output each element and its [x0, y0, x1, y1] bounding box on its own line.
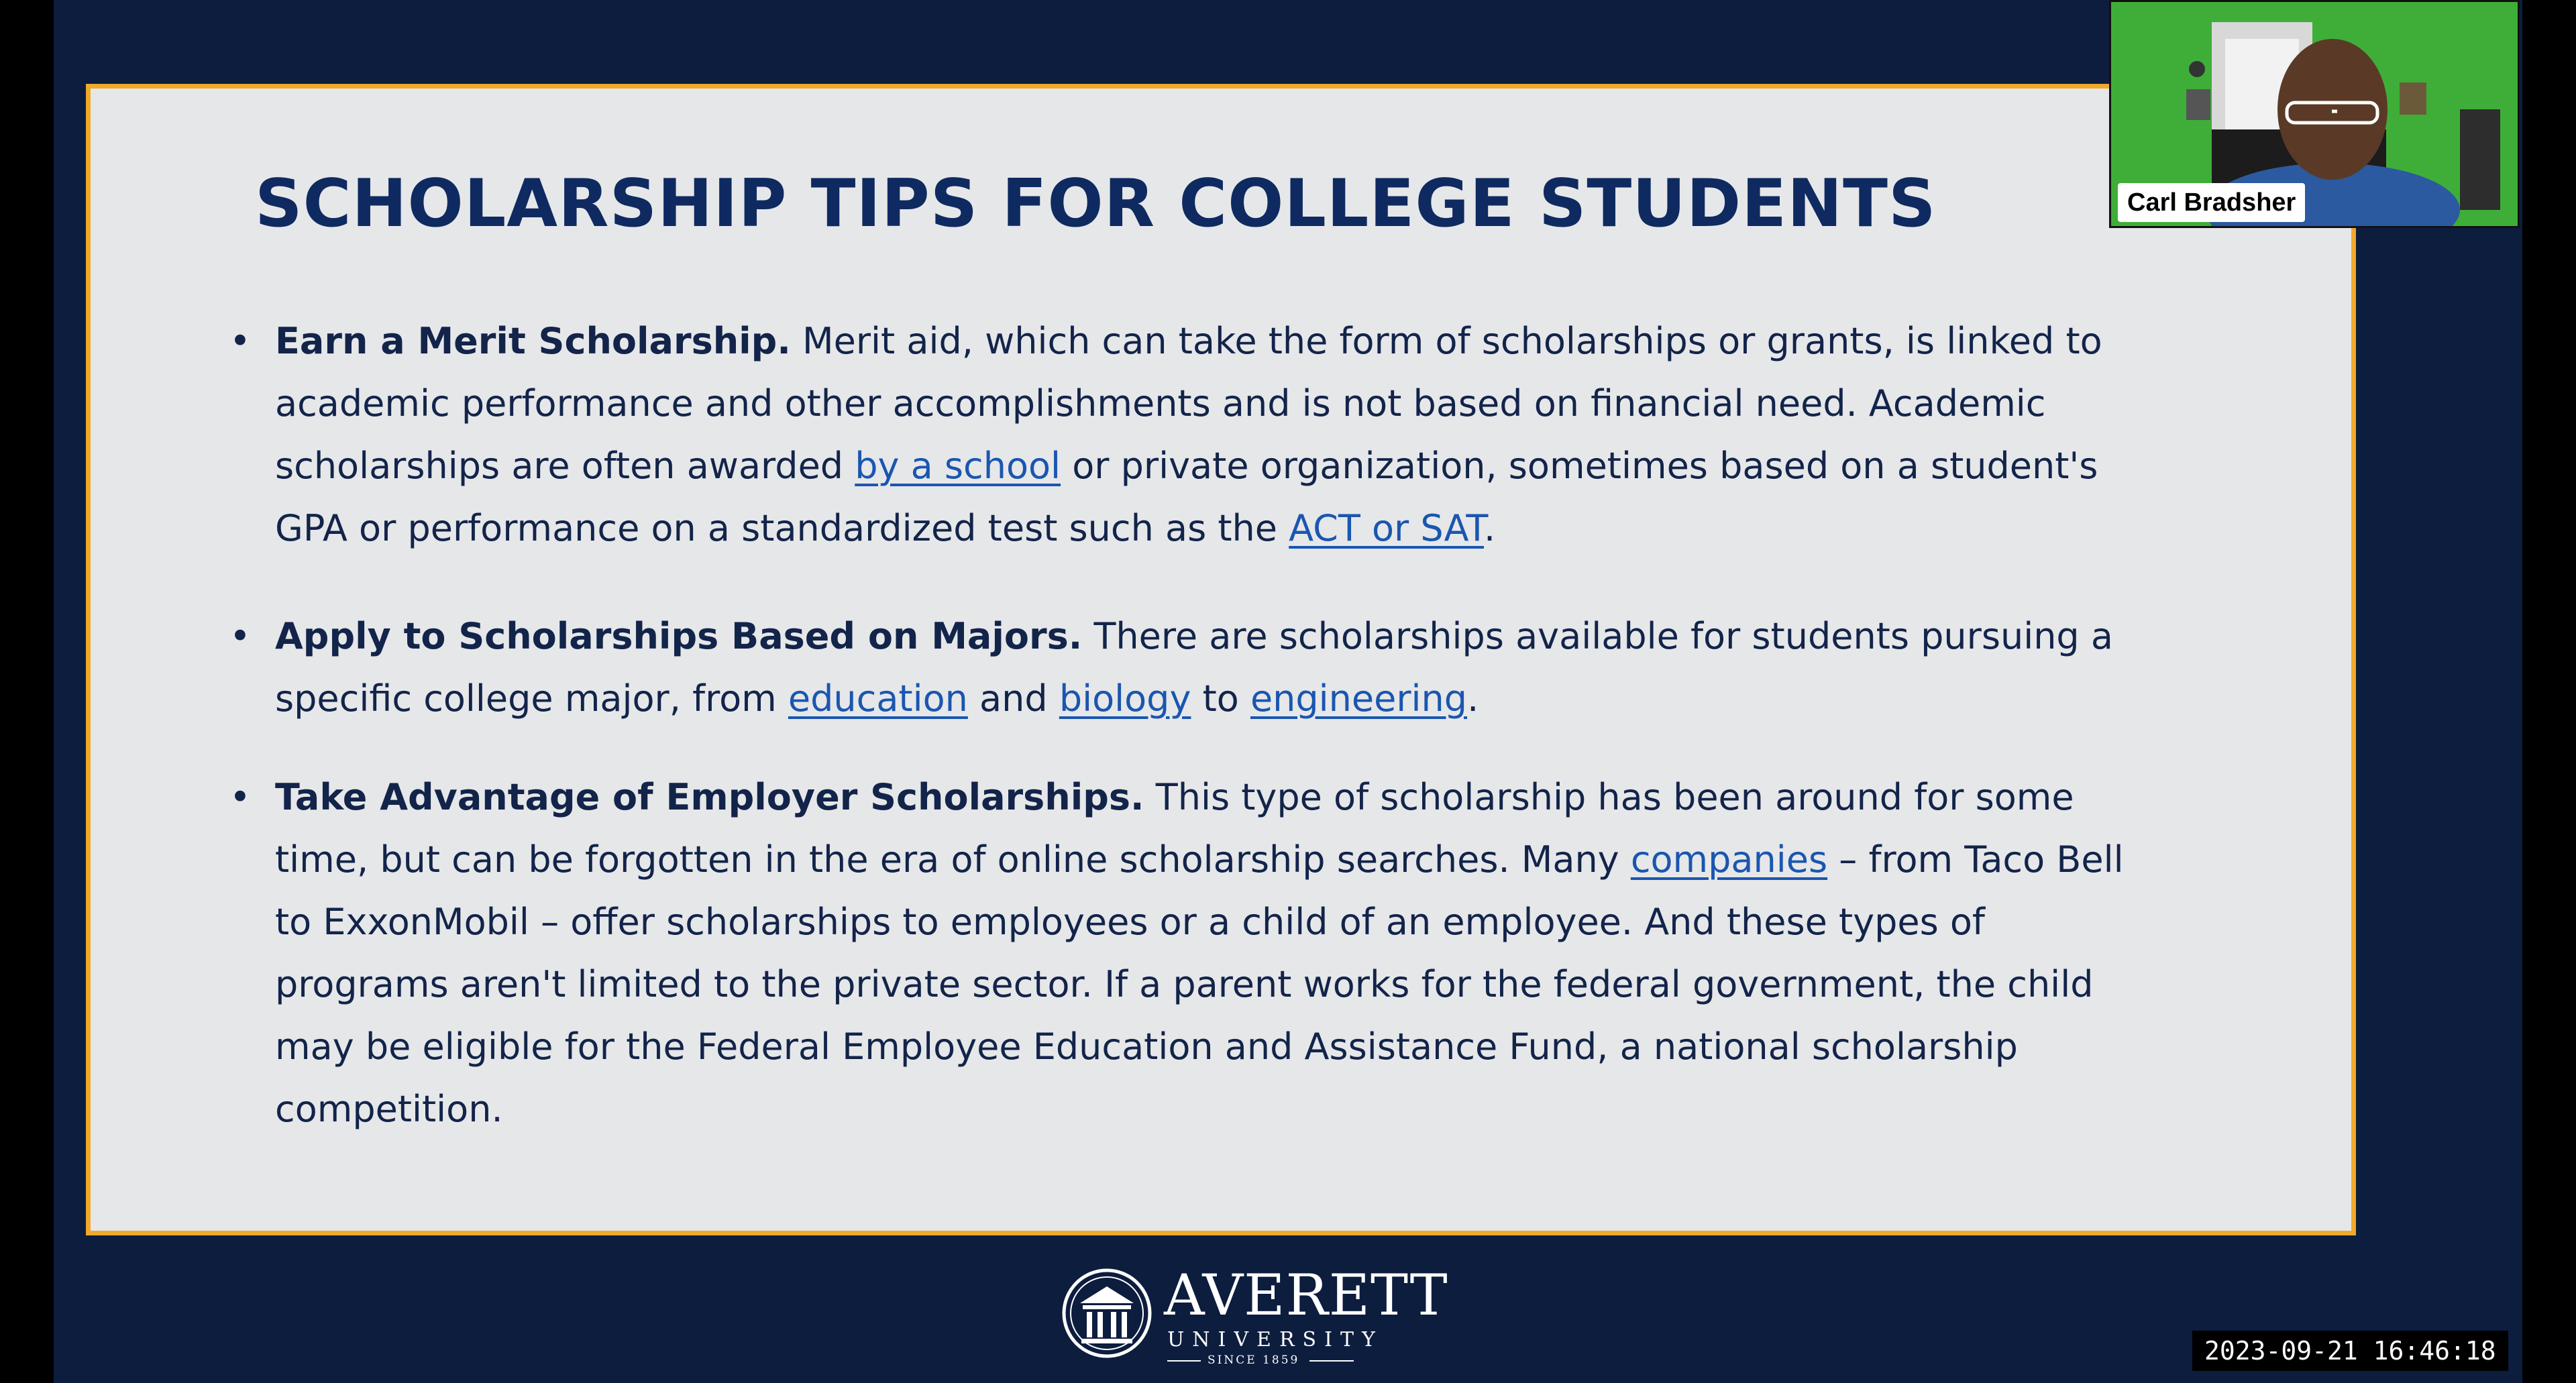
participant-video-tile[interactable] — [2109, 0, 2520, 228]
bullet-employer-scholarships — [229, 766, 2140, 1140]
bullet-lead: Earn a Merit Scholarship. — [275, 320, 791, 362]
bullet-lead: Take Advantage of Employer Scholarships. — [275, 776, 1144, 818]
participant-name-tag: Carl Bradsher — [2118, 183, 2305, 222]
bullet-merit-scholarship — [229, 310, 2140, 559]
bullet-text: or private organization, sometimes based on a student's GPA or performance on a standardized test such as the — [275, 445, 2098, 549]
slide-content-panel — [86, 84, 2356, 1235]
bullet-majors — [229, 605, 2140, 730]
logo-since: SINCE 1859 — [1208, 1353, 1300, 1367]
bullet-text: . — [1484, 507, 1496, 549]
bullet-text: and — [967, 677, 1059, 720]
bullet-lead: Apply to Scholarships Based on Majors. — [275, 615, 1083, 657]
link-act-or-sat[interactable]: ACT or SAT — [1289, 507, 1485, 549]
logo-rule — [1309, 1360, 1354, 1362]
link-companies[interactable]: companies — [1630, 838, 1828, 881]
link-by-a-school[interactable]: by a school — [855, 445, 1061, 487]
link-engineering[interactable]: engineering — [1250, 677, 1468, 720]
slide-title: SCHOLARSHIP TIPS FOR COLLEGE STUDENTS — [255, 166, 1937, 242]
averett-university-logo — [1060, 1261, 1462, 1375]
bullet-dot: • — [229, 320, 251, 362]
link-education[interactable]: education — [788, 677, 968, 720]
bullet-text: This type of scholarship has been around for some time, but can be forgotten in the era of online scholarship searches. Many — [275, 776, 2074, 881]
university-seal-icon — [1060, 1266, 1154, 1360]
letterbox-left — [0, 0, 54, 1383]
bullet-text: There are scholarships available for students pursuing a specific college major, from — [275, 615, 2113, 720]
bullet-text: . — [1467, 677, 1479, 720]
bullet-dot: • — [229, 776, 251, 818]
logo-subtitle: UNIVERSITY — [1167, 1328, 1383, 1351]
logo-name: AVERETT — [1164, 1262, 1448, 1328]
bullet-text: Merit aid, which can take the form of scholarships or grants, is linked to academic performance and other accomplishments and is not based on financial need. Academic scholarships are often awarded — [275, 320, 2102, 487]
recording-timestamp: 2023-09-21 16:46:18 — [2192, 1331, 2508, 1371]
letterbox-right — [2522, 0, 2576, 1383]
bullet-text: to — [1191, 677, 1250, 720]
bullet-dot: • — [229, 615, 251, 657]
logo-rule — [1167, 1360, 1201, 1362]
bullet-text: – from Taco Bell to ExxonMobil – offer scholarships to employees or a child of an employee. And these types of programs aren't limited to the private sector. If a parent works for the federal government, the child may be eligible for the Federal Employee Education and Assistance Fund, a national scholarship competition. — [275, 838, 2124, 1130]
link-biology[interactable]: biology — [1059, 677, 1191, 720]
